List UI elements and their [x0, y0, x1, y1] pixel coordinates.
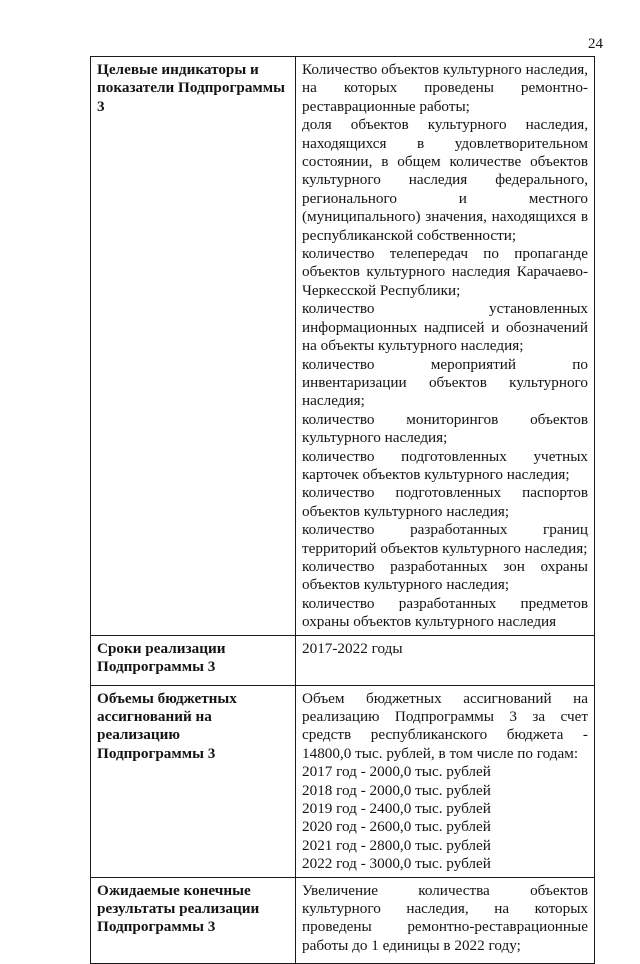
table-row-budget-allocations: [91, 685, 595, 877]
indicator-line: количество мониторингов объектов культурного наследия;: [302, 410, 588, 447]
table-row-target-indicators: [91, 57, 595, 636]
indicator-line: количество разработанных зон охраны объектов культурного наследия;: [302, 557, 588, 594]
indicator-line: количество разработанных предметов охраны объектов культурного наследия: [302, 594, 588, 631]
row-value: [296, 635, 595, 685]
budget-year-line: 2018 год - 2000,0 тыс. рублей: [302, 781, 491, 799]
indicator-line: количество мероприятий по инвентаризации объектов культурного наследия;: [302, 355, 588, 410]
budget-line: Объем бюджетных ассигнований на реализацию Подпрограммы 3 за счет средств республиканского бюджета - 14800,0 тыс. рублей, в том числе по годам:: [302, 689, 588, 762]
row-value: [296, 685, 595, 877]
indicator-line: доля объектов культурного наследия, находящихся в удовлетворительном состоянии, в общем количестве объектов культурного наследия федерального, регионального и местного (муниципального) значения, находящихся в республиканской собственности;: [302, 116, 588, 244]
budget-year-line: 2017 год - 2000,0 тыс. рублей: [302, 763, 491, 781]
table-row-expected-results: [91, 877, 595, 963]
row-value: [296, 57, 595, 636]
row-label: Объемы бюджетных ассигнований на реализацию Подпрограммы 3: [91, 685, 296, 877]
result-line: Увеличение количества объектов культурного наследия, на которых проведены ремонтно-реставрационные работы до 1 единицы в 2022 году;: [302, 881, 588, 954]
indicator-line: количество разработанных границ территорий объектов культурного наследия;: [302, 521, 588, 557]
indicator-line: количество установленных информационных надписей и обозначений на объекты культурного наследия;: [302, 300, 588, 355]
indicator-line: Количество объектов культурного наследия, на которых проведены ремонтно-реставрационные работы;: [302, 61, 588, 115]
subprogram-passport-table: [90, 56, 595, 964]
indicator-line: количество телепередач по пропаганде объектов культурного наследия Карачаево-Черкесской Республики;: [302, 245, 588, 299]
table-row-implementation-period: [91, 635, 595, 685]
page-number: 24: [588, 36, 603, 52]
period-line: 2017-2022 годы: [302, 639, 403, 657]
indicator-line: количество подготовленных учетных карточек объектов культурного наследия;: [302, 447, 588, 483]
budget-year-line: 2021 год - 2800,0 тыс. рублей: [302, 836, 491, 854]
indicator-line: количество подготовленных паспортов объектов культурного наследия;: [302, 484, 588, 520]
budget-year-line: 2019 год - 2400,0 тыс. рублей: [302, 800, 491, 818]
budget-year-line: 2020 год - 2600,0 тыс. рублей: [302, 818, 491, 836]
row-value: [296, 877, 595, 963]
budget-year-line: 2022 год - 3000,0 тыс. рублей: [302, 855, 491, 873]
row-label: Ожидаемые конечные результаты реализации Подпрограммы 3: [91, 877, 296, 963]
row-label: Сроки реализации Подпрограммы 3: [91, 635, 296, 685]
row-label: Целевые индикаторы и показатели Подпрограммы 3: [91, 57, 296, 636]
